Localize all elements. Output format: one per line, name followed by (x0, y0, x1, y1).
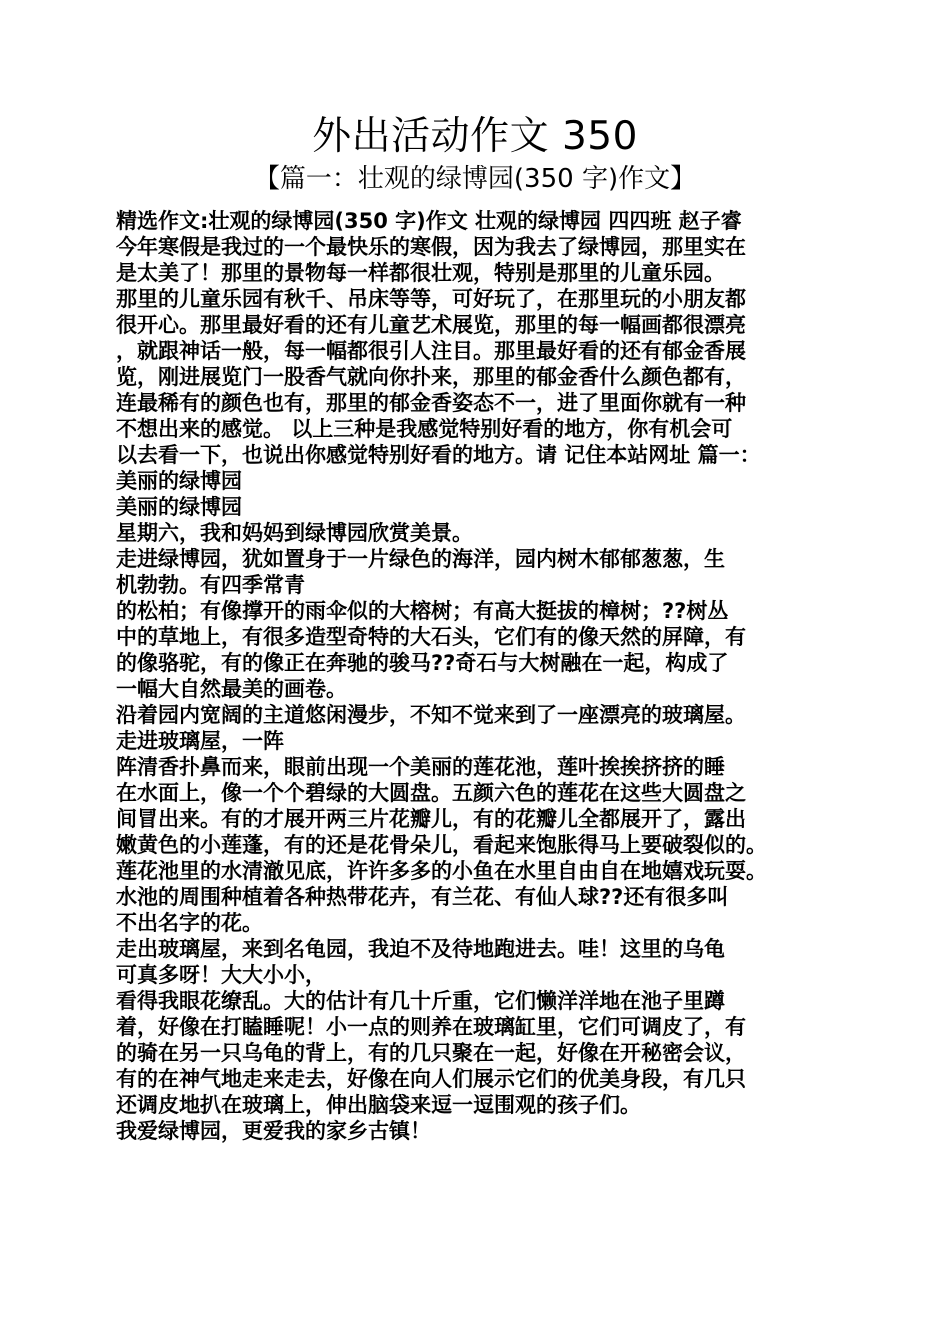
document-title: 外出活动作文 350 (312, 114, 638, 159)
text-line: 看得我眼花缭乱。大的估计有几十斤重，它们懒洋洋地在池子里蹲 (116, 989, 725, 1013)
text-line: 有的在神气地走来走去，好像在向人们展示它们的优美身段，有几只 (116, 1067, 746, 1091)
text-line: 还调皮地扒在玻璃上，伸出脑袋来逗一逗围观的孩子们。 (116, 1093, 641, 1117)
text-line: 星期六，我和妈妈到绿博园欣赏美景。 (116, 521, 473, 545)
text-line: 很开心。那里最好看的还有儿童艺术展览，那里的每一幅画都很漂亮 (116, 313, 746, 337)
text-line: 走进绿博园，犹如置身于一片绿色的海洋，园内树木郁郁葱葱，生 (116, 547, 725, 571)
text-line: 阵清香扑鼻而来，眼前出现一个美丽的莲花池，莲叶挨挨挤挤的睡 (116, 755, 725, 779)
text-line: 着，好像在打瞌睡呢！小一点的则养在玻璃缸里，它们可调皮了，有 (116, 1015, 746, 1039)
text-line: 的骑在另一只乌龟的背上，有的几只聚在一起，好像在开秘密会议， (116, 1041, 746, 1065)
text-line: 美丽的绿博园 (116, 469, 242, 493)
text-line: 一幅大自然最美的画卷。 (116, 677, 347, 701)
text-line: 不出名字的花。 (116, 911, 263, 935)
text-line: 不想出来的感觉。 以上三种是我感觉特别好看的地方，你有机会可 (116, 417, 733, 441)
text-line: ，就跟神话一般，每一幅都很引人注目。那里最好看的还有郁金香展 (116, 339, 746, 363)
text-line: 览，刚进展览门一股香气就向你扑来，那里的郁金香什么颜色都有， (116, 365, 746, 389)
text-line: 连最稀有的颜色也有，那里的郁金香姿态不一，进了里面你就有一种 (116, 391, 746, 415)
text-line: 的松柏；有像撑开的雨伞似的大榕树；有高大挺拔的樟树；??树丛 (116, 599, 729, 623)
text-line: 机勃勃。有四季常青 (116, 573, 305, 597)
text-line: 沿着园内宽阔的主道悠闲漫步，不知不觉来到了一座漂亮的玻璃屋。 (116, 703, 746, 727)
text-line: 在水面上，像一个个碧绿的大圆盘。五颜六色的莲花在这些大圆盘之 (116, 781, 746, 805)
text-line: 嫩黄色的小莲蓬，有的还是花骨朵儿，看起来饱胀得马上要破裂似的。 (116, 833, 767, 857)
text-line: 美丽的绿博园 (116, 495, 242, 519)
text-line: 今年寒假是我过的一个最快乐的寒假，因为我去了绿博园，那里实在 (116, 235, 746, 259)
text-line: 的像骆驼，有的像正在奔驰的骏马??奇石与大树融在一起，构成了 (116, 651, 729, 675)
text-line: 间冒出来。有的才展开两三片花瓣儿，有的花瓣儿全都展开了，露出 (116, 807, 746, 831)
text-line: 走进玻璃屋，一阵 (116, 729, 284, 753)
text-line: 精选作文:壮观的绿博园(350 字)作文 壮观的绿博园 四四班 赵子睿 (116, 209, 742, 233)
text-line: 我爱绿博园，更爱我的家乡古镇！ (116, 1119, 431, 1143)
text-line: 水池的周围种植着各种热带花卉，有兰花、有仙人球??还有很多叫 (116, 885, 729, 909)
text-line: 中的草地上，有很多造型奇特的大石头，它们有的像天然的屏障，有 (116, 625, 746, 649)
text-line: 可真多呀！大大小小， (116, 963, 326, 987)
text-line: 以去看一下，也说出你感觉特别好看的地方。请 记住本站网址 篇一： (116, 443, 761, 467)
text-line: 那里的儿童乐园有秋千、吊床等等，可好玩了，在那里玩的小朋友都 (116, 287, 746, 311)
text-line: 莲花池里的水清澈见底，许许多多的小鱼在水里自由自在地嬉戏玩耍。 (116, 859, 767, 883)
text-line: 是太美了！那里的景物每一样都很壮观，特别是那里的儿童乐园。 (116, 261, 725, 285)
text-line: 走出玻璃屋，来到名龟园，我迫不及待地跑进去。哇！这里的乌龟 (116, 937, 725, 961)
document-subtitle: 【篇一：壮观的绿博园(350 字)作文】 (253, 164, 697, 194)
document-body (116, 208, 856, 1144)
